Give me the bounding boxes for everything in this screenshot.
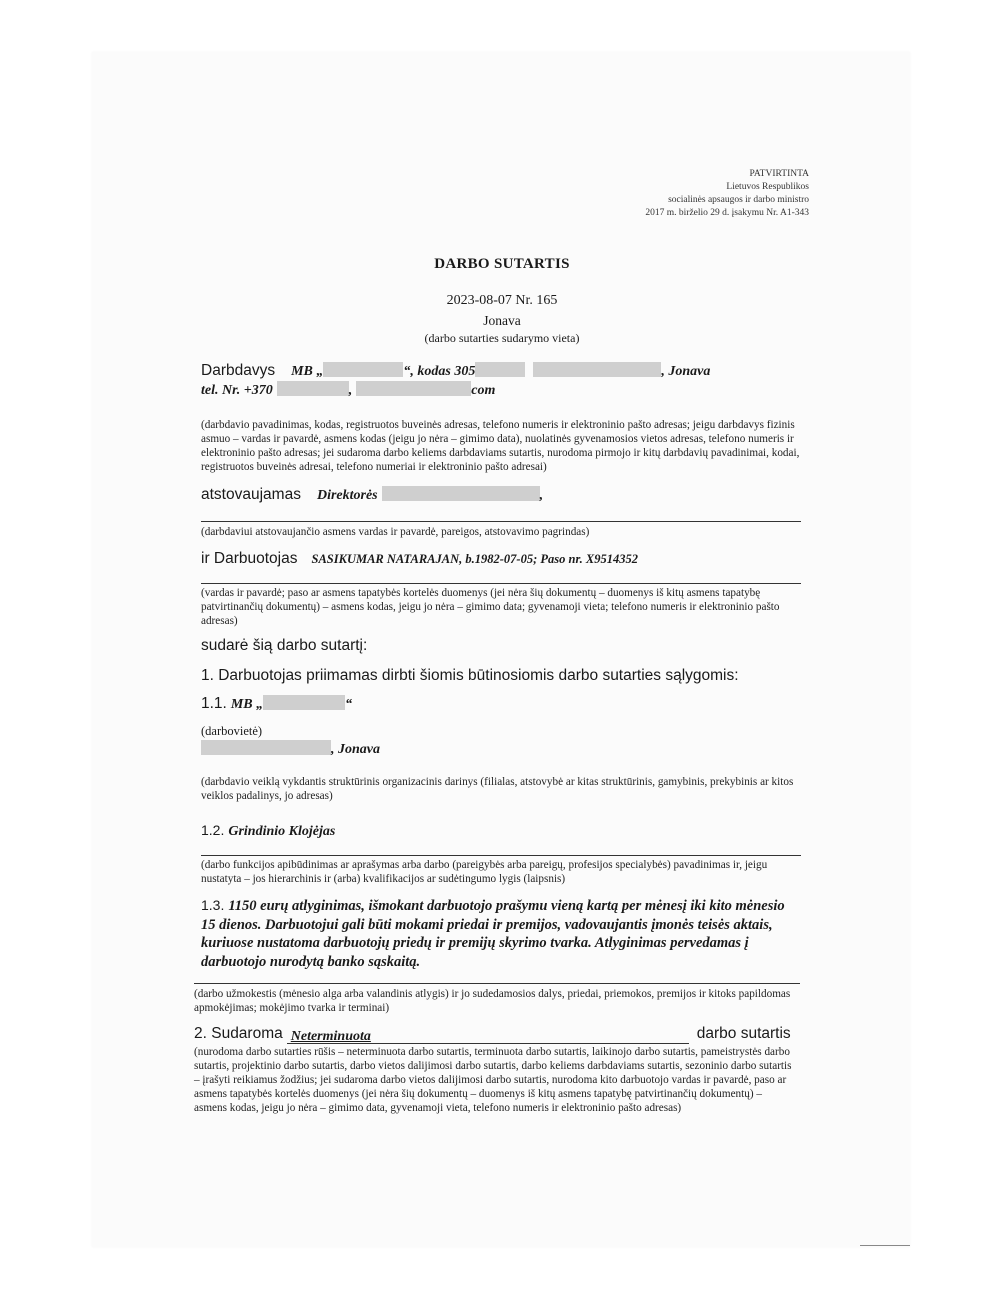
workplace-line [201, 695, 352, 713]
date-number: 2023-08-07 Nr. 165 [446, 293, 558, 308]
approval-line-3: socialinės apsaugos ir darbo ministro [668, 195, 809, 205]
contract-type-value: Neterminuota [290, 1029, 371, 1044]
item-1-2-number: 1.2. [201, 822, 225, 838]
employer-name-start: MB „ [291, 364, 324, 379]
employer-code-label: “, kodas 305 [403, 364, 476, 379]
employer-phone: tel. Nr. +370 [201, 383, 273, 398]
place-hint: (darbo sutarties sudarymo vieta) [424, 331, 580, 345]
employer-label: Darbdavys [201, 362, 276, 379]
represented-hint: (darbdaviui atstovaujančio asmens vardas ir pavardė, pareigos, atstovavimo pagrindas) [201, 526, 590, 538]
section-2-prefix: 2. Sudaroma [194, 1025, 283, 1042]
salary-block [201, 896, 801, 971]
fill-line [201, 521, 801, 522]
section-1-heading: 1. Darbuotojas priimamas dirbti šiomis būtinosiomis darbo sutarties sąlygomis: [201, 667, 739, 684]
fill-line [194, 983, 800, 984]
workplace-city: , Jonava [331, 742, 380, 757]
position-value: Grindinio Klojėjas [228, 824, 336, 839]
workplace-name-end: “ [345, 697, 353, 712]
approval-line-2: Lietuvos Respublikos [726, 182, 809, 192]
fill-line [201, 583, 801, 584]
employer-city: , Jonava [661, 364, 711, 379]
page-edge-mark [860, 1245, 910, 1246]
item-1-1-number: 1.1. [201, 695, 227, 712]
section-2-suffix: darbo sutartis [696, 1025, 791, 1042]
workplace-name-start: MB „ [230, 697, 264, 712]
item-1-3-number: 1.3. [201, 897, 225, 913]
approval-line-4: 2017 m. birželio 29 d. įsakymu Nr. A1-343 [645, 208, 809, 218]
section-2-line [194, 1025, 794, 1044]
redacted-block [356, 381, 471, 396]
represented-comma: , [539, 488, 544, 503]
employer-hint: (darbdavio pavadinimas, kodas, registruotos buveinės adresas, telefono numeris ir elektroninio pašto adresas; jeigu darbdavys fizinis asmuo – vardas ir pavardė, asmens kodas (jeigu jo nėra – gimimo data), nuolatinės gyvenamosios vietos adresas, telefono numeris ir elektroninio pašto adresas; jei sudaroma darbo keliems darbdaviams sutartis, nurodoma pirmojo ir kitų darbdavių pavadinimai, kodai, registruotos buveinės adresai, telefono numeriai ir elektroninio pašto adresai) [201, 419, 800, 473]
contact-comma: , [348, 383, 353, 398]
redacted-block [277, 381, 349, 396]
approval-line-1: PATVIRTINTA [749, 169, 809, 179]
employee-line [201, 550, 638, 568]
redacted-block [201, 740, 331, 755]
approval-block [645, 168, 809, 220]
represented-line [201, 486, 543, 504]
position-line [201, 822, 335, 840]
redacted-block [382, 486, 540, 501]
workplace-address-line [201, 740, 380, 758]
represented-value: Direktorės [316, 488, 378, 503]
represented-label: atstovaujamas [201, 486, 301, 503]
redacted-block [323, 362, 403, 377]
employee-label: ir Darbuotojas [201, 550, 298, 567]
position-hint: (darbo funkcijos apibūdinimas ar aprašymas arba darbo (pareigybės arba pareigų, profesijos specialybės) pavadinimas ir, jeigu nustatyta – jos hierarchinis ir (arba) kvalifikacijos ar sudėtingumo lygis (laipsnis) [201, 859, 768, 885]
salary-hint: (darbo užmokestis (mėnesio alga arba valandinis atlygis) ir jo sudedamosios dalys, priedai, priemokos, premijos ir kitoks papildomas apmokėjimas; mokėjimo tvarka ir terminai) [194, 988, 791, 1014]
unit-hint: (darbdavio veiklą vykdantis struktūrinis organizacinis darinys (filialas, atstovybė ar kitas struktūrinis, gamybinis, prekybinis ar kitos veiklos padalinys, jo adresas) [201, 776, 794, 802]
employer-contact-line [201, 381, 495, 399]
employer-email-end: com [471, 383, 496, 398]
employee-value: SASIKUMAR NATARAJAN, b.1982-07-05; Paso nr. X9514352 [311, 552, 638, 566]
employer-line [201, 362, 710, 380]
contract-place: Jonava [483, 313, 521, 328]
redacted-block [533, 362, 661, 377]
contract-type-field [287, 1027, 689, 1044]
salary-value: 1150 eurų atlyginimas, išmokant darbuotojo prašymu vieną kartą per mėnesį iki kito mėnesio 15 dienos. Darbuotojui gali būti mokami priedai ir premijos, vadovaujantis įmonės teisės aktais, kuriuose nustatoma darbuotojų priedų ir premijų skyrimo tvarka. Atlyginimas pervedamas į darbuotojo nurodytą banko sąskaitą. [201, 898, 785, 970]
employee-hint: (vardas ir pavardė; paso ar asmens tapatybės kortelės duomenys (jei nėra šių dokumentų – duomenys iš kitų asmens tapatybę patvirtinančių dokumentų) – asmens kodas, jeigu jo nėra – gimimo data; gyvenamoji vieta; telefono numeris ir elektroninio pašto adresas) [201, 587, 780, 627]
redacted-block [475, 362, 525, 377]
workplace-hint: (darbovietė) [201, 724, 263, 738]
redacted-block [263, 695, 345, 710]
concluded-text: sudarė šią darbo sutartį: [201, 637, 368, 654]
fill-line [201, 855, 801, 856]
contract-type-hint: (nurodoma darbo sutarties rūšis – neterminuota darbo sutartis, terminuota darbo sutartis, laikinojo darbo sutartis, pameistrystės darbo sutartis, projektinio darbo sutartis, darbo vietos dalijimosi darbo sutartis, darbo keliems darbdaviams sutartis, sezoninio darbo sutartis – įrašyti reikiamus žodžius; jei sudaroma darbo vietos dalijimosi darbo sutartis, nurodoma kito darbuotojo vardas ir pavardė, paso ar asmens tapatybės kortelės duomenys (jei nėra šių dokumentų – duomenys iš kitų asmens tapatybę patvirtinančių dokumentų) – asmens kodas, jeigu jo nėra – gimimo data, gyvenamoji vieta, telefono numeris ir elektroninio pašto adresas) [194, 1046, 792, 1114]
document-title: DARBO SUTARTIS [434, 256, 570, 272]
